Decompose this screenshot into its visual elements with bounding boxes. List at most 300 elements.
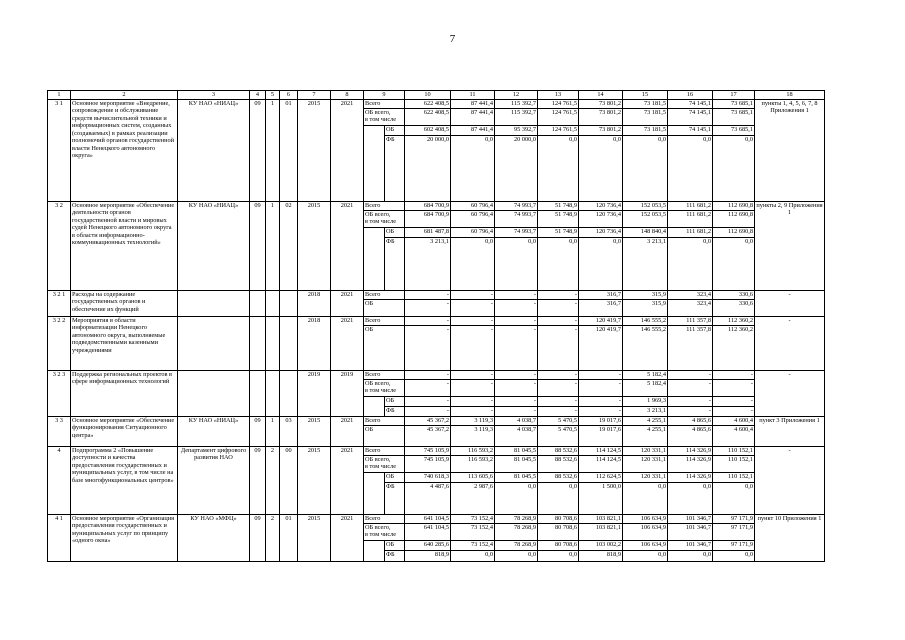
value-cell: 45 367,2 — [405, 426, 451, 447]
value-cell: 818,9 — [405, 551, 451, 562]
value-cell: 73 685,1 — [713, 100, 755, 109]
start-year: 2015 — [298, 100, 331, 202]
value-cell: 4 865,6 — [668, 417, 713, 426]
value-cell: - — [495, 380, 538, 397]
value-cell: 0,0 — [451, 238, 495, 291]
measure-name: Основное мероприятие «Внедрение, сопровождение и обслуживание средств вычислительной техники и информационных систем, созданных (создаваемых) в рамках реализации полномочий органов государственной власти Ненецкого автономного округа» — [71, 100, 178, 202]
value-cell: 0,0 — [538, 238, 579, 291]
value-cell: 0,0 — [668, 238, 713, 291]
value-cell: 74 145,1 — [668, 109, 713, 126]
value-cell: - — [538, 317, 579, 326]
source-label-line: ОБ всего, — [365, 456, 391, 463]
table-row — [48, 447, 825, 456]
value-cell: 315,9 — [623, 300, 668, 317]
executor: Департамент цифрового развития НАО — [178, 447, 250, 515]
source-label — [364, 211, 405, 228]
value-cell: 114 124,5 — [579, 447, 623, 456]
value-cell: 5 470,5 — [538, 417, 579, 426]
value-cell: 818,9 — [579, 551, 623, 562]
value-cell: 73 181,5 — [623, 126, 668, 136]
col-header: 14 — [579, 91, 623, 100]
source-label: Всего — [364, 417, 405, 426]
row-number: 3 2 — [48, 202, 71, 291]
value-cell: - — [495, 300, 538, 317]
start-year: 2018 — [298, 317, 331, 371]
value-cell: - — [538, 326, 579, 371]
value-cell: - — [451, 317, 495, 326]
executor: КУ НАО «НИАЦ» — [178, 202, 250, 291]
value-cell: 120 736,4 — [579, 202, 623, 211]
source-label: ОБ — [385, 228, 405, 238]
value-cell: - — [405, 397, 451, 407]
col-header: 1 — [48, 91, 71, 100]
source-label: Всего — [364, 515, 405, 524]
value-cell: 112 360,2 — [713, 317, 755, 326]
col-header: 9 — [364, 91, 405, 100]
value-cell: 316,7 — [579, 300, 623, 317]
value-cell: 74 145,1 — [668, 100, 713, 109]
value-cell: - — [405, 371, 451, 380]
blank-cell — [364, 541, 385, 562]
note-cell: - — [755, 317, 825, 371]
value-cell: 111 357,8 — [668, 317, 713, 326]
table-row — [48, 515, 825, 524]
source-label: ФБ — [385, 551, 405, 562]
value-cell: 4 600,4 — [713, 417, 755, 426]
col-header: 18 — [755, 91, 825, 100]
value-cell: - — [405, 326, 451, 371]
code-cell: 2 — [266, 515, 280, 562]
source-label-line: ОБ всего, — [365, 211, 391, 218]
value-cell: 745 105,9 — [405, 447, 451, 456]
col-header: 7 — [298, 91, 331, 100]
value-cell: 120 419,7 — [579, 326, 623, 371]
col-header: 10 — [405, 91, 451, 100]
source-label: ФБ — [385, 483, 405, 515]
value-cell: - — [451, 291, 495, 300]
value-cell: 74 145,1 — [668, 126, 713, 136]
value-cell: - — [713, 407, 755, 417]
value-cell: 73 181,5 — [623, 100, 668, 109]
value-cell: 4 487,6 — [405, 483, 451, 515]
blank-cell — [364, 397, 385, 417]
value-cell: - — [668, 380, 713, 397]
value-cell: - — [713, 397, 755, 407]
value-cell: 120 736,4 — [579, 228, 623, 238]
value-cell: 101 346,7 — [668, 524, 713, 541]
value-cell: 101 346,7 — [668, 515, 713, 524]
value-cell: 97 171,9 — [713, 541, 755, 551]
source-label: ОБ — [385, 126, 405, 136]
measure-name: Основное мероприятие «Обеспечение функционирования Ситуационного центра» — [71, 417, 178, 447]
value-cell: 106 634,9 — [623, 515, 668, 524]
value-cell: 0,0 — [538, 551, 579, 562]
col-header: 15 — [623, 91, 668, 100]
value-cell: 5 470,5 — [538, 426, 579, 447]
value-cell: 73 801,2 — [579, 126, 623, 136]
page-number: 7 — [449, 33, 456, 45]
value-cell: 0,0 — [538, 136, 579, 202]
table-row — [48, 100, 825, 109]
row-number: 3 2 3 — [48, 371, 71, 417]
col-header: 4 — [250, 91, 266, 100]
value-cell: 622 408,5 — [405, 109, 451, 126]
value-cell: 74 993,7 — [495, 202, 538, 211]
source-label — [364, 109, 405, 126]
value-cell: - — [538, 291, 579, 300]
value-cell: 602 408,5 — [405, 126, 451, 136]
value-cell: 0,0 — [451, 136, 495, 202]
source-label — [364, 380, 405, 397]
executor: КУ НАО «НИАЦ» — [178, 100, 250, 202]
code-cell: 09 — [250, 515, 266, 562]
value-cell: 112 690,8 — [713, 202, 755, 211]
value-cell: 4 865,6 — [668, 426, 713, 447]
code-cell — [280, 371, 298, 417]
value-cell: 111 357,8 — [668, 326, 713, 371]
measure-name: Мероприятия в области информатизации Ненецкого автономного округа, выполняемые подведомственными казенными учреждениями — [71, 317, 178, 371]
value-cell: 120 331,1 — [623, 456, 668, 473]
measure-name: Основное мероприятие «Организация предоставления государственных и муниципальных услуг по принципу «одного окна» — [71, 515, 178, 562]
value-cell: 0,0 — [495, 238, 538, 291]
note-cell: пункт 10 Приложения 1 — [755, 515, 825, 562]
value-cell: 0,0 — [668, 136, 713, 202]
value-cell: 622 408,5 — [405, 100, 451, 109]
value-cell: 73 685,1 — [713, 109, 755, 126]
table-row — [48, 371, 825, 380]
value-cell: 88 532,6 — [538, 447, 579, 456]
value-cell: 330,6 — [713, 300, 755, 317]
code-cell — [280, 291, 298, 317]
value-cell: 73 181,5 — [623, 109, 668, 126]
value-cell: 4 038,7 — [495, 426, 538, 447]
value-cell: - — [451, 326, 495, 371]
value-cell: 20 000,0 — [405, 136, 451, 202]
value-cell: - — [495, 291, 538, 300]
value-cell: 124 761,5 — [538, 126, 579, 136]
executor: КУ НАО «НИАЦ» — [178, 417, 250, 447]
col-header: 2 — [71, 91, 178, 100]
value-cell: 148 840,4 — [623, 228, 668, 238]
start-year: 2015 — [298, 515, 331, 562]
value-cell: 112 624,5 — [579, 473, 623, 483]
value-cell: 103 821,1 — [579, 515, 623, 524]
row-number: 3 3 — [48, 417, 71, 447]
value-cell: - — [668, 397, 713, 407]
value-cell: - — [405, 380, 451, 397]
row-number: 3 2 2 — [48, 317, 71, 371]
value-cell: 112 690,8 — [713, 211, 755, 228]
executor — [178, 291, 250, 317]
row-number: 3 2 1 — [48, 291, 71, 317]
value-cell: 19 017,6 — [579, 426, 623, 447]
value-cell: 146 555,2 — [623, 326, 668, 371]
source-label-line: ОБ всего, — [365, 109, 391, 116]
row-number: 4 — [48, 447, 71, 515]
source-label: Всего — [364, 202, 405, 211]
executor — [178, 317, 250, 371]
value-cell: 1 969,3 — [623, 397, 668, 407]
code-cell — [250, 291, 266, 317]
value-cell: 20 000,0 — [495, 136, 538, 202]
source-label: ОБ — [385, 541, 405, 551]
value-cell: 0,0 — [495, 551, 538, 562]
value-cell: 113 605,6 — [451, 473, 495, 483]
value-cell: 5 182,4 — [623, 380, 668, 397]
value-cell: 81 045,5 — [495, 456, 538, 473]
code-cell — [250, 317, 266, 371]
value-cell: 0,0 — [623, 551, 668, 562]
value-cell: 120 331,1 — [623, 473, 668, 483]
value-cell: 51 748,9 — [538, 202, 579, 211]
budget-table — [47, 90, 825, 562]
code-cell: 09 — [250, 417, 266, 447]
value-cell: 73 801,2 — [579, 109, 623, 126]
code-cell: 01 — [280, 515, 298, 562]
value-cell: 111 681,2 — [668, 228, 713, 238]
value-cell: 51 748,9 — [538, 211, 579, 228]
source-label: ОБ — [364, 300, 405, 317]
source-label-line: ОБ всего, — [365, 380, 391, 387]
value-cell: 114 124,5 — [579, 456, 623, 473]
end-year: 2021 — [331, 515, 364, 562]
value-cell: - — [451, 407, 495, 417]
value-cell: 45 367,2 — [405, 417, 451, 426]
value-cell: 0,0 — [713, 551, 755, 562]
value-cell: - — [405, 407, 451, 417]
value-cell: 111 681,2 — [668, 202, 713, 211]
value-cell: - — [579, 407, 623, 417]
value-cell: 97 171,9 — [713, 515, 755, 524]
table-row — [48, 417, 825, 426]
row-number: 4 1 — [48, 515, 71, 562]
start-year: 2015 — [298, 417, 331, 447]
value-cell: - — [538, 380, 579, 397]
value-cell: 0,0 — [668, 483, 713, 515]
source-label-line: в том числе — [365, 218, 397, 226]
value-cell: - — [713, 371, 755, 380]
value-cell: 74 993,7 — [495, 228, 538, 238]
value-cell: 87 441,4 — [451, 100, 495, 109]
code-cell: 09 — [250, 100, 266, 202]
value-cell: 97 171,9 — [713, 524, 755, 541]
value-cell: - — [451, 371, 495, 380]
value-cell: 115 392,7 — [495, 100, 538, 109]
value-cell: 80 708,6 — [538, 541, 579, 551]
value-cell: 641 104,5 — [405, 524, 451, 541]
start-year: 2019 — [298, 371, 331, 417]
value-cell: 51 748,9 — [538, 228, 579, 238]
value-cell: - — [495, 407, 538, 417]
start-year: 2018 — [298, 291, 331, 317]
value-cell: 124 761,5 — [538, 109, 579, 126]
blank-cell — [364, 473, 385, 515]
value-cell: 88 532,6 — [538, 473, 579, 483]
value-cell: 3 213,1 — [623, 238, 668, 291]
source-label-line: ОБ всего, — [365, 524, 391, 531]
value-cell: 78 268,9 — [495, 541, 538, 551]
note-cell: пункт 3 Приложения 1 — [755, 417, 825, 447]
value-cell: 111 681,2 — [668, 211, 713, 228]
col-header: 17 — [713, 91, 755, 100]
source-label: ОБ — [364, 426, 405, 447]
value-cell: 120 419,7 — [579, 317, 623, 326]
code-cell: 1 — [266, 202, 280, 291]
value-cell: 0,0 — [668, 551, 713, 562]
value-cell: 5 182,4 — [623, 371, 668, 380]
value-cell: 684 700,9 — [405, 211, 451, 228]
value-cell: 81 045,5 — [495, 447, 538, 456]
value-cell: - — [495, 317, 538, 326]
note-cell: - — [755, 447, 825, 515]
code-cell: 1 — [266, 417, 280, 447]
value-cell: - — [579, 380, 623, 397]
value-cell: 0,0 — [623, 136, 668, 202]
value-cell: 316,7 — [579, 291, 623, 300]
value-cell: 87 441,4 — [451, 126, 495, 136]
value-cell: 330,6 — [713, 291, 755, 300]
code-cell — [266, 317, 280, 371]
source-label: Всего — [364, 371, 405, 380]
value-cell: 146 555,2 — [623, 317, 668, 326]
value-cell: - — [538, 371, 579, 380]
value-cell: 101 346,7 — [668, 541, 713, 551]
executor — [178, 371, 250, 417]
value-cell: 88 532,6 — [538, 456, 579, 473]
value-cell: 681 487,8 — [405, 228, 451, 238]
value-cell: 1 500,0 — [579, 483, 623, 515]
value-cell: - — [451, 397, 495, 407]
value-cell: 684 700,9 — [405, 202, 451, 211]
value-cell: 73 152,4 — [451, 541, 495, 551]
value-cell: 19 017,6 — [579, 417, 623, 426]
value-cell: 114 326,9 — [668, 456, 713, 473]
value-cell: 103 002,2 — [579, 541, 623, 551]
code-cell: 1 — [266, 100, 280, 202]
value-cell: 60 796,4 — [451, 202, 495, 211]
col-header: 5 — [266, 91, 280, 100]
value-cell: - — [451, 380, 495, 397]
value-cell: - — [405, 291, 451, 300]
source-label-line: в том числе — [365, 531, 397, 539]
value-cell: - — [579, 397, 623, 407]
value-cell: 106 634,9 — [623, 524, 668, 541]
value-cell: 60 796,4 — [451, 228, 495, 238]
value-cell: 112 690,8 — [713, 228, 755, 238]
source-label: ФБ — [385, 407, 405, 417]
value-cell: 323,4 — [668, 300, 713, 317]
value-cell: 0,0 — [713, 136, 755, 202]
value-cell: 110 152,1 — [713, 447, 755, 456]
value-cell: 2 987,6 — [451, 483, 495, 515]
header-row — [48, 91, 825, 100]
value-cell: 0,0 — [623, 483, 668, 515]
value-cell: 115 392,7 — [495, 109, 538, 126]
measure-name: Поддержка региональных проектов в сфере информационных технологий — [71, 371, 178, 417]
value-cell: - — [495, 371, 538, 380]
blank-cell — [364, 126, 385, 202]
source-label: Всего — [364, 291, 405, 300]
end-year: 2021 — [331, 202, 364, 291]
source-label: Всего — [364, 100, 405, 109]
value-cell: 152 053,5 — [623, 211, 668, 228]
code-cell — [280, 317, 298, 371]
code-cell: 02 — [280, 202, 298, 291]
value-cell: 641 104,5 — [405, 515, 451, 524]
value-cell: 103 821,1 — [579, 524, 623, 541]
code-cell: 00 — [280, 447, 298, 515]
source-label — [364, 456, 405, 473]
value-cell: 73 685,1 — [713, 126, 755, 136]
col-header: 11 — [451, 91, 495, 100]
source-label: ОБ — [385, 397, 405, 407]
value-cell: 78 268,9 — [495, 524, 538, 541]
source-label-line: в том числе — [365, 116, 397, 124]
value-cell: 116 593,2 — [451, 456, 495, 473]
source-label-line: в том числе — [365, 463, 397, 471]
note-cell: - — [755, 291, 825, 317]
source-label — [364, 524, 405, 541]
value-cell: 3 119,3 — [451, 417, 495, 426]
value-cell: - — [579, 371, 623, 380]
value-cell: 0,0 — [713, 483, 755, 515]
source-label: ОБ — [385, 473, 405, 483]
measure-name: Подпрограмма 2 «Повышение доступности и качества предоставления государственных и муниципальных услуг, в том числе на базе многофункциональных центров» — [71, 447, 178, 515]
measure-name: Основное мероприятие «Обеспечение деятельности органов государственной власти и мировых судей Ненецкого автономного округа в области информационно-коммуникационных технологий» — [71, 202, 178, 291]
code-cell: 03 — [280, 417, 298, 447]
value-cell: 60 796,4 — [451, 211, 495, 228]
value-cell: 80 708,6 — [538, 515, 579, 524]
value-cell: - — [538, 397, 579, 407]
value-cell: - — [538, 300, 579, 317]
code-cell — [250, 371, 266, 417]
value-cell: 4 038,7 — [495, 417, 538, 426]
end-year: 2019 — [331, 371, 364, 417]
col-header: 6 — [280, 91, 298, 100]
value-cell: 110 152,1 — [713, 456, 755, 473]
value-cell: 0,0 — [579, 136, 623, 202]
value-cell: 0,0 — [495, 483, 538, 515]
end-year: 2021 — [331, 317, 364, 371]
value-cell: 114 326,9 — [668, 473, 713, 483]
code-cell: 01 — [280, 100, 298, 202]
value-cell: 124 761,5 — [538, 100, 579, 109]
value-cell: 3 119,3 — [451, 426, 495, 447]
value-cell: 87 441,4 — [451, 109, 495, 126]
code-cell — [266, 291, 280, 317]
value-cell: 3 213,1 — [623, 407, 668, 417]
value-cell: 80 708,6 — [538, 524, 579, 541]
value-cell: 0,0 — [713, 238, 755, 291]
note-cell: пункты 1, 4, 5, 6, 7, 8 Приложения 1 — [755, 100, 825, 202]
value-cell: 740 618,3 — [405, 473, 451, 483]
value-cell: 323,4 — [668, 291, 713, 300]
value-cell: 81 045,5 — [495, 473, 538, 483]
value-cell: 73 152,4 — [451, 515, 495, 524]
row-number: 3 1 — [48, 100, 71, 202]
value-cell: 745 105,9 — [405, 456, 451, 473]
note-cell: пункты 2, 9 Приложения 1 — [755, 202, 825, 291]
value-cell: 106 634,9 — [623, 541, 668, 551]
value-cell: 640 285,6 — [405, 541, 451, 551]
col-header: 16 — [668, 91, 713, 100]
value-cell: 4 255,1 — [623, 426, 668, 447]
col-header: 12 — [495, 91, 538, 100]
value-cell: 73 801,2 — [579, 100, 623, 109]
value-cell: - — [668, 407, 713, 417]
table-row — [48, 202, 825, 211]
code-cell: 2 — [266, 447, 280, 515]
